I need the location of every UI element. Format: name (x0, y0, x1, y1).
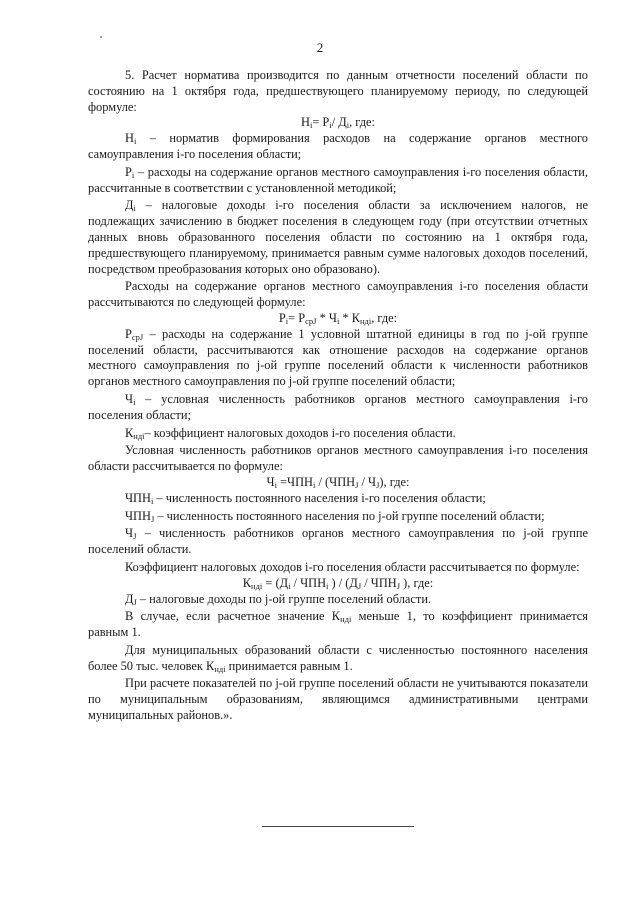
definition-population-i: $ЧПН_i$ – численность постоянного населения i-го поселения области; (125, 490, 486, 506)
document-body (88, 68, 588, 724)
page-number: 2 (316, 40, 324, 55)
paragraph-staff-formula-intro: Условная численность работников органов местного самоуправления i-го поселения области рассчитывается по формуле: (88, 443, 588, 474)
definition-unit-expenses: $Р_{срJ}$ – расходы на содержание 1 условной штатной единицы в год по j-ой группе поселений области, рассчитываются как отношение расходов на содержание органов местного самоуправления по j-ой группе поселений области к численности работников органов местного самоуправления по j-ой группе поселений области; (88, 326, 588, 389)
formula-tax-coefficient: $К_{ндi} = (Д_i / ЧПН_i$ ) / ($Д_J / ЧПН_J$ ), где: (242, 575, 434, 591)
paragraph-large-municipalities: Для муниципальных образований области с численностью постоянного населения более 50 тыс. человек $К_{ндi}$ принимается равным 1. (88, 642, 588, 674)
closing-divider-line (262, 826, 414, 827)
definition-expenses: $Р_i$ – расходы на содержание органов местного самоуправления i-го поселения области, рассчитанные в соответствии с установленной методикой; (88, 164, 588, 195)
definition-tax-income-j: $Д_J$ – налоговые доходы по j-ой группе поселений области. (125, 591, 432, 607)
definition-staff-count: $Ч_i$ – условная численность работников органов местного самоуправления i-го поселения области; (88, 391, 588, 422)
paragraph-exclusions: При расчете показателей по j-ой группе поселений области не учитываются показатели по муниципальным образованиям, являющимся административными центрами муниципальных районов.». (88, 676, 588, 723)
definition-population-j: $ЧПН_J$ – численность постоянного населения по j-ой группе поселений области; (125, 508, 545, 524)
formula-expenses: $Р_i= Р_{срJ} * Ч_i * К_{ндi}$, где: (278, 310, 398, 326)
paragraph-intro: 5. Расчет норматива производится по данным отчетности поселений области по состоянию на 1 октября года, предшествующего планируемому периоду, по следующей формуле: (88, 68, 588, 114)
definition-tax-income: $Д_i$ – налоговые доходы i-го поселения области за исключением налогов, не подлежащих зачислению в бюджет поселения в следующем году (при отсутствии отчетных данных вновь образованного поселения области по состоянию на 1 октября года, предшествующего планируемому, принимается равным сумме налоговых доходов поселений, посредством преобразования которых оно образовано). (88, 198, 588, 276)
paragraph-expenses-formula-intro: Расходы на содержание органов местного самоуправления i-го поселения области рассчитываются по следующей формуле: (88, 279, 588, 310)
definition-norm: $Н_i$ – норматив формирования расходов на содержание органов местного самоуправления i-го поселения области; (88, 131, 588, 161)
formula-staff-count: $Ч_i =ЧПН_i / (ЧПН_J / Ч_J)$, где: (266, 474, 410, 490)
definition-tax-coefficient: $К_{ндi}-$ коэффициент налоговых доходов i-го поселения области. (125, 425, 456, 441)
scan-artifact (100, 36, 102, 38)
paragraph-coefficient-formula-intro: Коэффициент налоговых доходов i-го поселения области рассчитывается по формуле: (125, 559, 580, 574)
paragraph-coefficient-below-one: В случае, если расчетное значение $К_{ндi}$ меньше 1, то коэффициент принимается равным 1. (88, 609, 588, 640)
definition-staff-j: $Ч_J$ – численность работников органов местного самоуправления по j-ой группе поселений области. (88, 526, 588, 557)
formula-norm: $Н_i= Р_i/$ $Д_i$, где: (301, 115, 375, 131)
